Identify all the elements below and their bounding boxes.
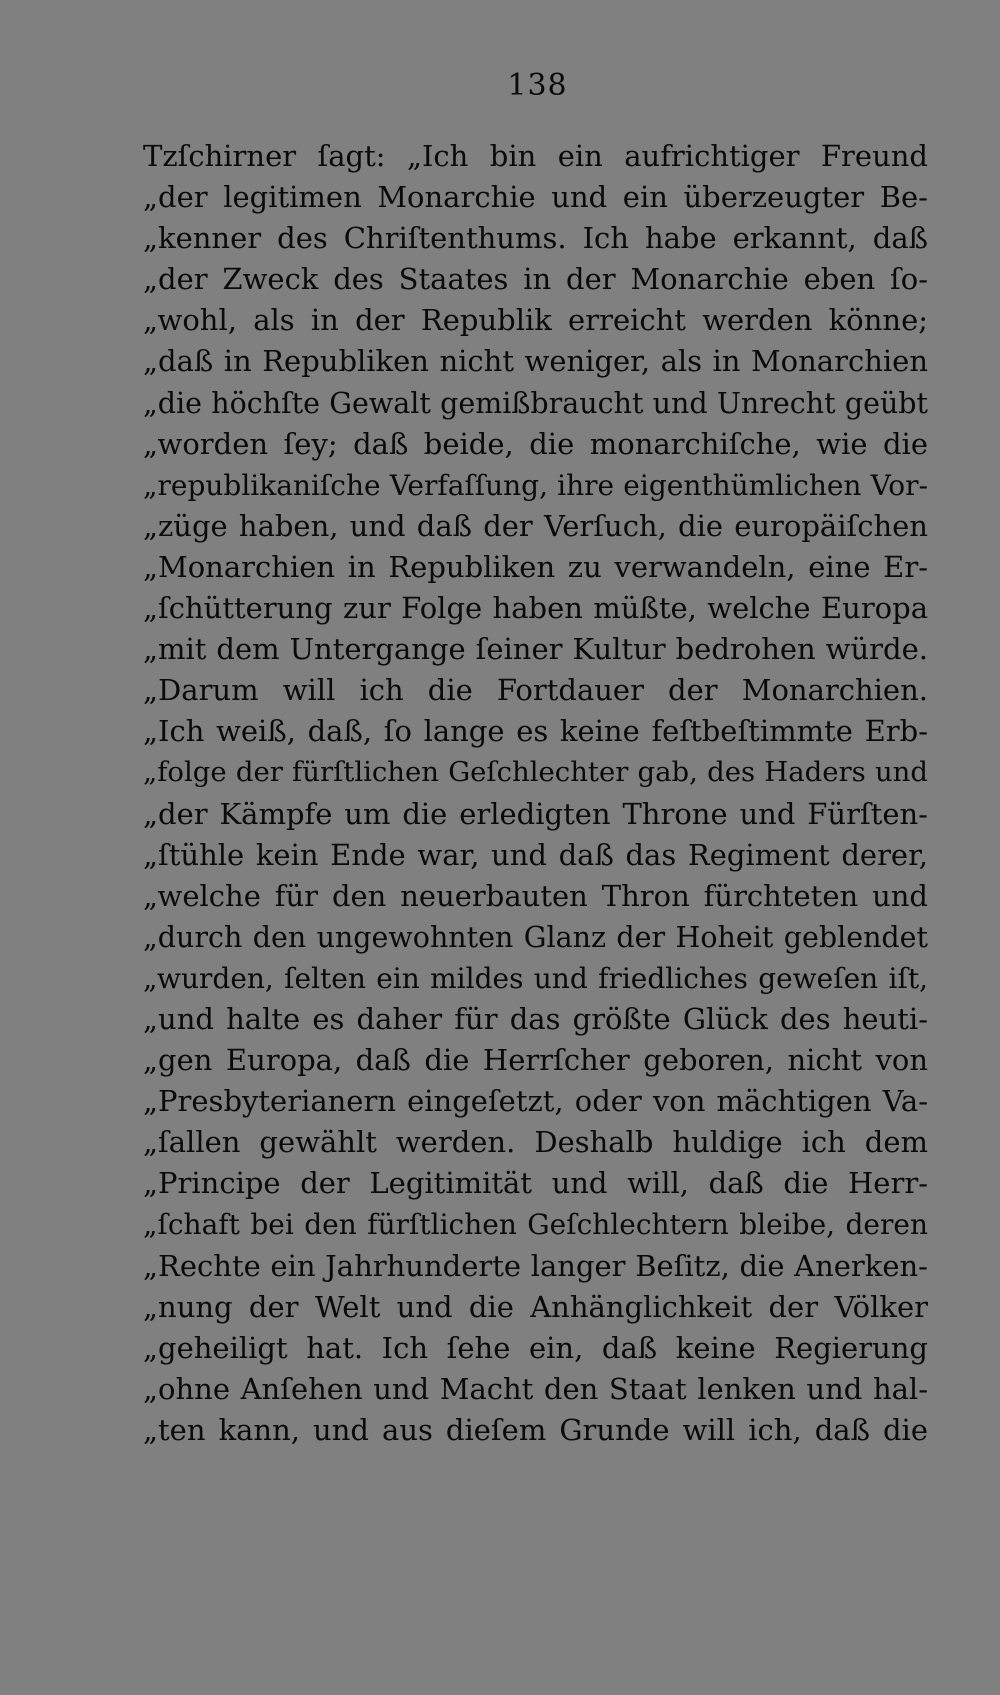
text-line: „Monarchien in Republiken zu verwandeln, eine Er-	[143, 549, 928, 584]
text-line: „ohne Anſehen und Macht den Staat lenken und hal-	[143, 1371, 928, 1406]
text-line: „Principe der Legitimität und will, daß die Herr-	[143, 1166, 928, 1201]
text-line: „Rechte ein Jahrhunderte langer Beſitz, die Anerken-	[143, 1248, 928, 1283]
text-line: „die höchſte Gewalt gemißbraucht und Unrecht geübt	[143, 386, 928, 420]
text-line: „kenner des Chriſtenthums. Ich habe erkannt, daß	[143, 221, 928, 256]
text-line: „der legitimen Monarchie und ein überzeugter Be-	[143, 180, 928, 215]
text-line: „wurden, ſelten ein mildes und friedliches geweſen iſt,	[143, 961, 928, 995]
text-line: „Presbyterianern eingeſetzt, oder von mächtigen Va-	[143, 1084, 928, 1119]
text-line: „der Kämpfe um die erledigten Throne und Fürſten-	[143, 796, 928, 831]
text-line: „nung der Welt und die Anhänglichkeit der Völker	[143, 1289, 928, 1324]
text-line: „und halte es daher für das größte Glück des heuti-	[143, 1001, 928, 1036]
text-line: „geheiligt hat. Ich ſehe ein, daß keine Regierung	[143, 1330, 928, 1365]
text-line: „welche für den neuerbauten Thron fürchteten und	[143, 878, 928, 913]
text-line: Tzſchirner ſagt: „Ich bin ein aufrichtiger Freund	[143, 139, 928, 173]
text-line: „gen Europa, daß die Herrſcher geboren, nicht von	[143, 1043, 928, 1078]
text-line: „der Zweck des Staates in der Monarchie eben ſo-	[143, 262, 928, 297]
text-line: „wohl, als in der Republik erreicht werden könne;	[143, 303, 928, 338]
text-line: „ten kann, und aus dieſem Grunde will ich, daß die	[143, 1412, 928, 1447]
text-line: „ſchütterung zur Folge haben müßte, welche Europa	[143, 591, 928, 626]
text-line: „Darum will ich die Fortdauer der Monarchien.	[143, 673, 928, 708]
text-line: „folge der fürſtlichen Geſchlechter gab, des Haders und	[143, 756, 928, 789]
text-line: „durch den ungewohnten Glanz der Hoheit geblendet	[143, 920, 928, 954]
text-line: „daß in Republiken nicht weniger, als in Monarchien	[143, 344, 928, 379]
text-line: „Ich weiß, daß, ſo lange es keine feſtbeſtimmte Erb-	[143, 714, 928, 749]
text-line: „worden ſey; daß beide, die monarchiſche, wie die	[143, 426, 928, 461]
text-line: „ſchaft bei den fürſtlichen Geſchlechtern bleibe, deren	[143, 1208, 928, 1242]
text-line: „ſtühle kein Ende war, und daß das Regiment derer,	[143, 837, 928, 872]
text-line: „züge haben, und daß der Verſuch, die europäiſchen	[143, 508, 928, 543]
text-line: „ſallen gewählt werden. Deshalb huldige ich dem	[143, 1125, 928, 1160]
body-text	[143, 136, 928, 1451]
text-line: „mit dem Untergange ſeiner Kultur bedrohen würde.	[143, 632, 928, 667]
page-number: 138	[507, 68, 568, 103]
text-line: „republikaniſche Verfaſſung, ihre eigenthümlichen Vor-	[143, 468, 928, 502]
